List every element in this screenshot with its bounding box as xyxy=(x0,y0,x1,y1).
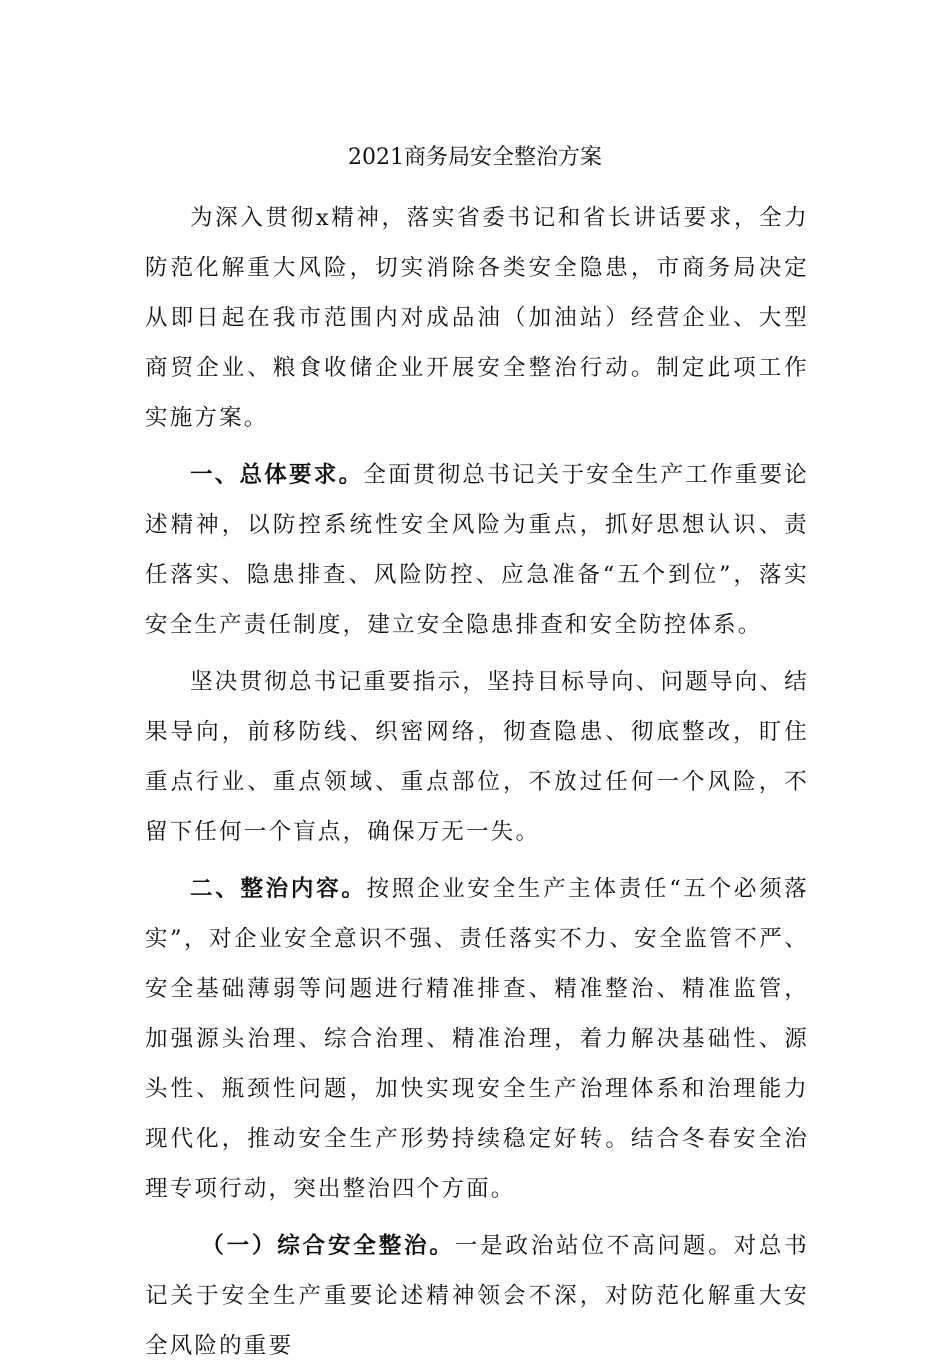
paragraph-general-requirements xyxy=(145,450,809,650)
paragraph-text: 为深入贯彻x精神，落实省委书记和省长讲话要求，全力防范化解重大风险，切实消除各类安全隐患，市商务局决定从即日起在我市范围内对成品油（加油站）经营企业、大型商贸企业、粮食收储企业开展安全整治行动。制定此项工作实施方案。 xyxy=(145,205,809,431)
section-heading: 二、整治内容。 xyxy=(190,876,367,902)
section-heading: 一、总体要求。 xyxy=(190,462,364,488)
paragraph-directives xyxy=(145,657,809,857)
paragraph-text: 全面贯彻总书记关于安全生产工作重要论述精神，以防控系统性安全风险为重点，抓好思想认识、责任落实、隐患排查、风险防控、应急准备“五个到位”，落实安全生产责任制度，建立安全隐患排查和安全防控体系。 xyxy=(145,462,809,638)
paragraph-text: 坚决贯彻总书记重要指示，坚持目标导向、问题导向、结果导向，前移防线、织密网络，彻查隐患、彻底整改，盯住重点行业、重点领域、重点部位，不放过任何一个风险，不留下任何一个盲点，确保万无一失。 xyxy=(145,669,809,845)
paragraph-text: 按照企业安全生产主体责任“五个必须落实”，对企业安全意识不强、责任落实不力、安全监管不严、安全基础薄弱等问题进行精准排查、精准整治、精准监管，加强源头治理、综合治理、精准治理，着力解决基础性、源头性、瓶颈性问题，加快实现安全生产治理体系和治理能力现代化，推动安全生产形势持续稳定好转。结合冬春安全治理专项行动，突出整治四个方面。 xyxy=(145,876,809,1202)
subsection-heading: （一）综合安全整治。 xyxy=(201,1233,455,1259)
paragraph-intro xyxy=(145,193,809,443)
document-body xyxy=(145,193,809,1371)
document-title: 2021商务局安全整治方案 xyxy=(348,145,602,170)
paragraph-rectification-content xyxy=(145,864,809,1214)
paragraph-text: 一是政治站位不高问题。对总书记关于安全生产重要论述精神领会不深，对防范化解重大安全风险的重要 xyxy=(145,1233,809,1359)
paragraph-comprehensive-safety xyxy=(145,1221,809,1371)
